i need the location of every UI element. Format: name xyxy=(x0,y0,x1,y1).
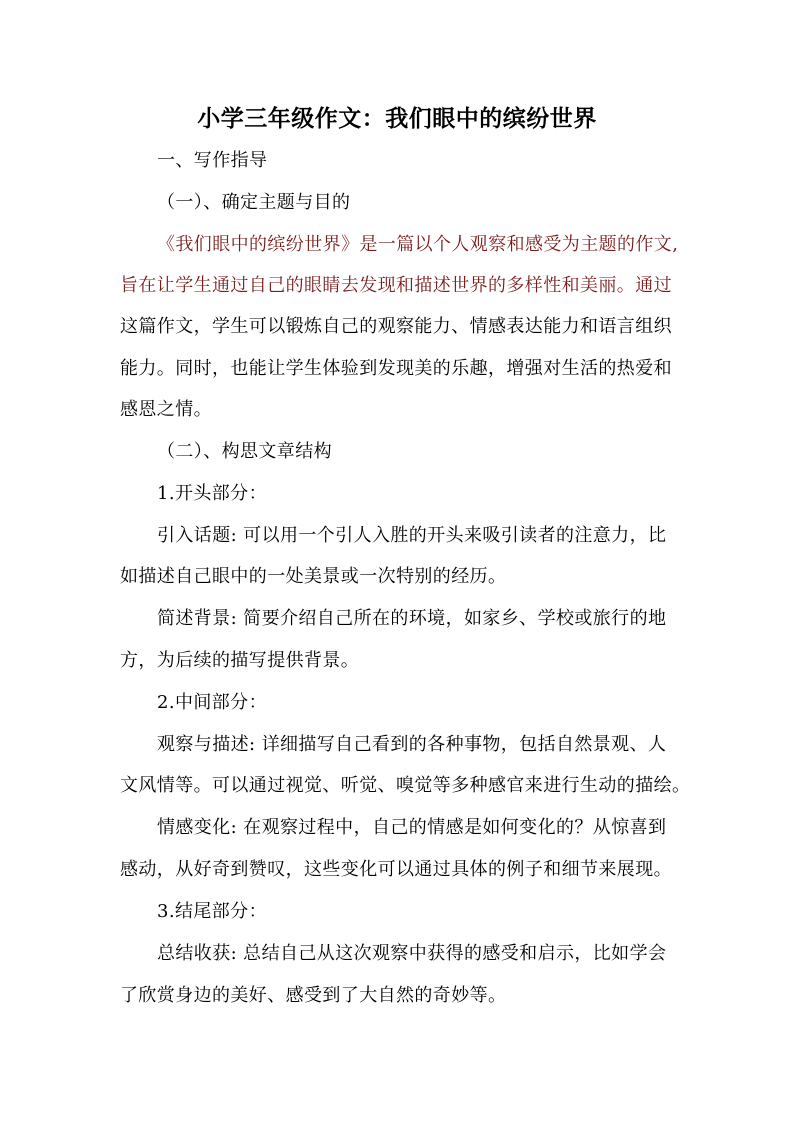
paragraph-line: 《我们眼中的缤纷世界》是一篇以个人观察和感受为主题的作文, xyxy=(157,234,679,255)
paragraph-line: 了欣赏身边的美好、感受到了大自然的奇妙等。 xyxy=(120,985,507,1006)
paragraph-line: 简述背景: 简要介绍自己所在的环境，如家乡、学校或旅行的地 xyxy=(157,608,667,629)
paragraph-line: 能力。同时，也能让学生体验到发现美的乐趣，增强对生活的热爱和 xyxy=(120,358,672,379)
document-title: 小学三年级作文：我们眼中的缤纷世界 xyxy=(197,105,597,132)
paragraph-line: 情感变化: 在观察过程中，自己的情感是如何变化的？从惊喜到 xyxy=(157,817,667,838)
paragraph-line: 总结收获: 总结自己从这次观察中获得的感受和启示，比如学会 xyxy=(157,943,667,964)
paragraph-line: 感动，从好奇到赞叹，这些变化可以通过具体的例子和细节来展现。 xyxy=(120,859,672,880)
section-heading: 一、写作指导 xyxy=(157,150,268,171)
paragraph-line: 旨在让学生通过自己的眼睛去发现和描述世界的多样性和美丽。通过 xyxy=(120,275,672,296)
paragraph-line: 感恩之情。 xyxy=(120,399,212,420)
part-heading: 3.结尾部分： xyxy=(157,901,267,922)
paragraph-line: 引入话题: 可以用一个引人入胜的开头来吸引读者的注意力，比 xyxy=(157,525,667,546)
paragraph-line: 方，为后续的描写提供背景。 xyxy=(120,650,360,671)
paragraph-line: 文风情等。可以通过视觉、听觉、嗅觉等多种感官来进行生动的描绘。 xyxy=(120,775,691,796)
paragraph-line: 观察与描述: 详细描写自己看到的各种事物，包括自然景观、人 xyxy=(157,734,667,755)
part-heading: 1.开头部分： xyxy=(157,483,267,504)
paragraph-line: 如描述自己眼中的一处美景或一次特别的经历。 xyxy=(120,566,507,587)
part-heading: 2.中间部分： xyxy=(157,692,267,713)
subsection-heading: （二）、构思文章结构 xyxy=(157,441,332,462)
subsection-heading: （一）、确定主题与目的 xyxy=(157,192,351,213)
paragraph-line: 这篇作文，学生可以锻炼自己的观察能力、情感表达能力和语言组织 xyxy=(120,316,672,337)
